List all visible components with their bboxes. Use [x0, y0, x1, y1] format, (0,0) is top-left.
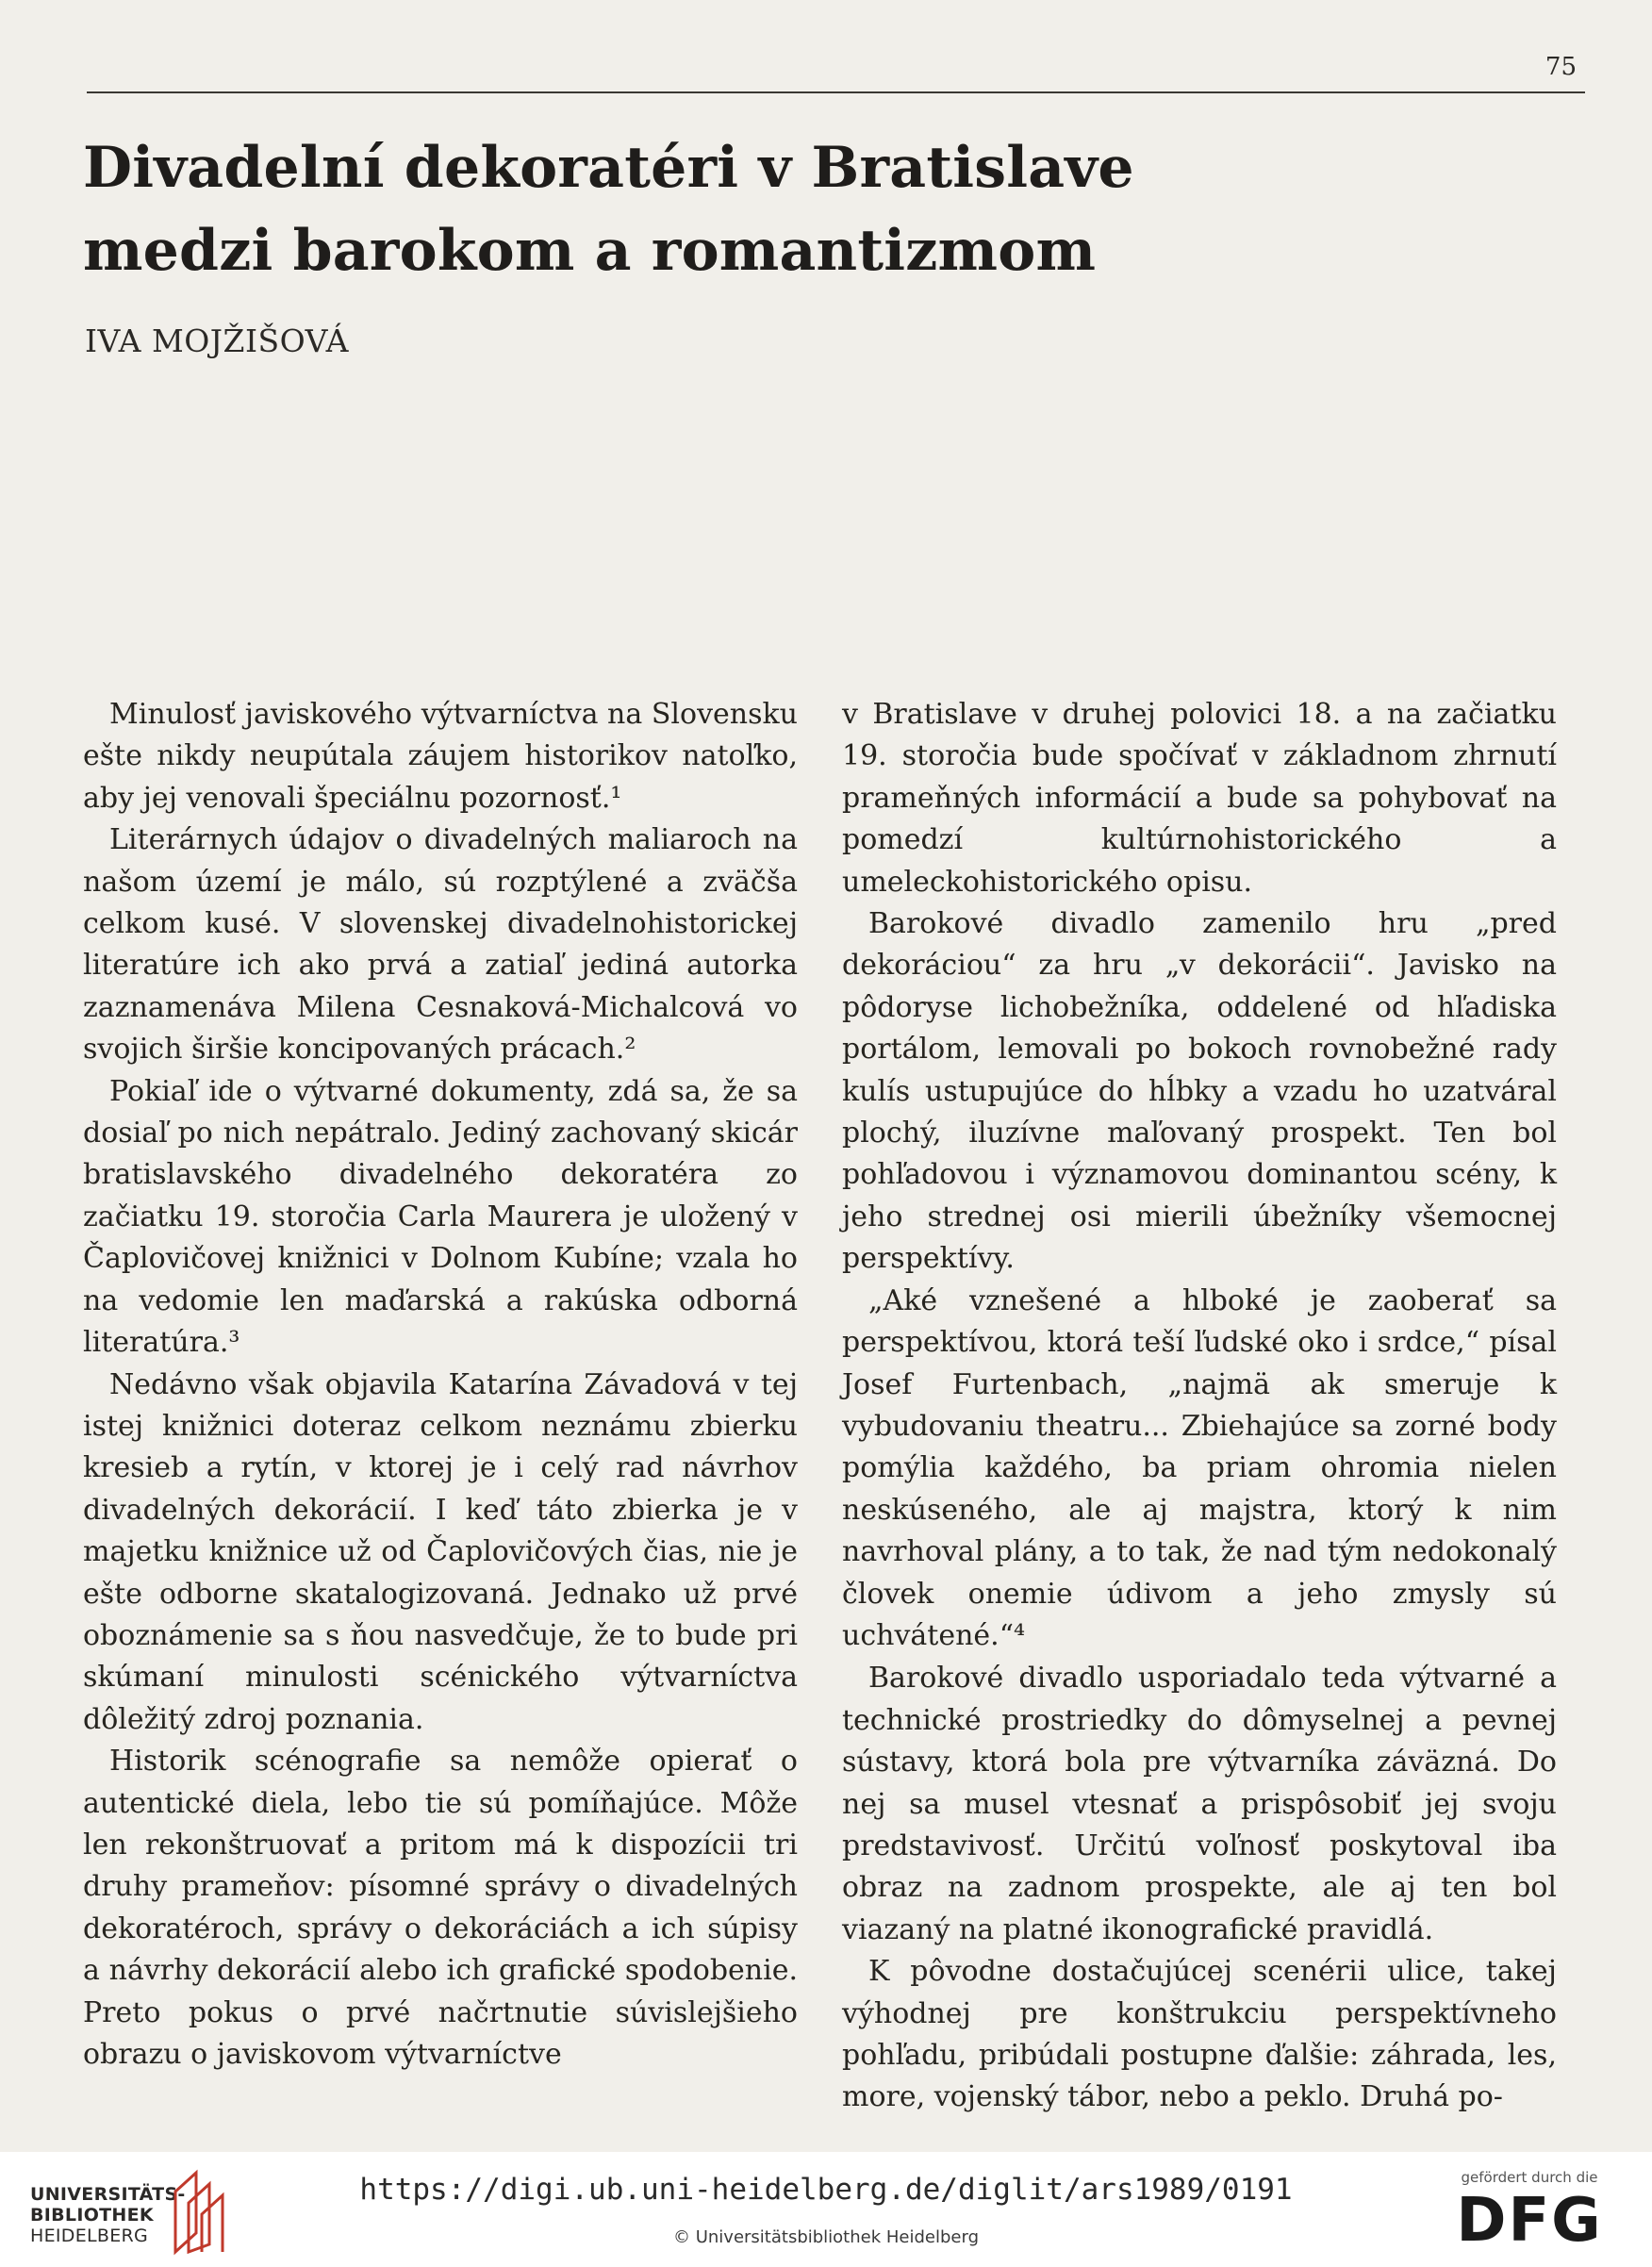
header-rule [87, 91, 1585, 93]
author-name: IVA MOJŽIŠOVÁ [85, 323, 349, 359]
paragraph: Historik scénografie sa nemôže opierať o autentické diela, lebo tie sú pomíňajúce. Môže len rekonštruovať a pritom má k dispozícii tri druhy prameňov: písomné správy o divadelných dekoratéroch, správy o dekoráciách a ich súpisy a návrhy dekorácií alebo ich grafické spodobenie. Preto pokus o prvé načrtnutie súvislejšieho obrazu o javiskovom výtvarníctve [83, 1745, 798, 2071]
paragraph: Barokové divadlo usporiadalo teda výtvarné a technické prostriedky do dômyselnej a pevnej sústavy, ktorá bola pre výtvarníka záväzná. Do nej sa musel vtesnať a prispôsobiť jej svoju predstavivosť. Určitú voľnosť poskytoval iba obraz na zadnom prospekte, ale aj ten bol viazaný na platné ikonografické pravidlá. [842, 1662, 1557, 1946]
paragraph: Barokové divadlo zamenilo hru „pred dekoráciou“ za hru „v dekorácii“. Javisko na pôdoryse lichobežníka, oddelené od hľadiska portálom, lemovali po bokoch rovnobežné rady kulís ustupujúce do hĺbky a vzadu ho uzatváral plochý, iluzívne maľovaný prospekt. Ten bol pohľadovou i významovou dominantou scény, k jeho strednej osi mierili úbežníky všemocnej perspektívy. [842, 907, 1557, 1276]
library-line-1: UNIVERSITÄTS- [30, 2184, 186, 2205]
library-line-2: BIBLIOTHEK [30, 2205, 154, 2226]
right-column [842, 694, 1557, 2119]
copyright-notice: © Universitätsbibliothek Heidelberg [672, 2227, 979, 2247]
paragraph: Literárnych údajov o divadelných maliaroch na našom území je málo, sú rozptýlené a zväčša celkom kusé. V slovenskej divadelnohistorickej literatúre ich ako prvá a zatiaľ jediná autorka zaznamenáva Milena Cesnaková-Michalcová vo svojich širšie koncipovaných prácach.² [83, 823, 798, 1067]
paragraph: Minulosť javiskového výtvarníctva na Slovensku ešte nikdy neupútala záujem historikov natoľko, aby jej venovali špeciálnu pozornosť.¹ [83, 698, 798, 815]
left-column [83, 694, 798, 2076]
paragraph: Nedávno však objavila Katarína Závadová v tej istej knižnici doteraz celkom neznámu zbierku kresieb a rytín, v ktorej je i celý rad návrhov divadelných dekorácií. I keď táto zbierka je v majetku knižnice už od Čaplovičových čias, nie je ešte odborne skatalogizovaná. Jednako už prvé oboznámenie sa s ňou nasvedčuje, že to bude pri skúmaní minulosti scénického výtvarníctva dôležitý zdroj poznania. [83, 1367, 798, 1736]
paragraph: Pokiaľ ide o výtvarné dokumenty, zdá sa, že sa dosiaľ po nich nepátralo. Jediný zachovaný skicár bratislavského divadelného dekoratéra zo začiatku 19. storočia Carla Maurera je uložený v Čaplovičovej knižnici v Dolnom Kubíne; vzala ho na vedomie len maďarská a rakúska odborná literatúra.³ [83, 1074, 798, 1360]
dfg-logo: DFG [1456, 2186, 1603, 2256]
page-number: 75 [1545, 53, 1577, 81]
funder-block [1445, 2169, 1614, 2256]
article-title [83, 126, 1554, 292]
paragraph: „Aké vznešené a hlboké je zaoberať sa perspektívou, ktorá teší ľudské oko i srdce,“ písal Josef Furtenbach, „najmä ak smeruje k vybudovaniu theatru... Zbiehajúce sa zorné body pomýlia každého, ba priam ohromia nielen neskúseného, ale aj majstra, ktorý k nim navrhoval plány, a to tak, že nad tým nedokonalý človek onemie údivom a jeho zmysly sú uchvátené.“⁴ [842, 1283, 1557, 1652]
paragraph: v Bratislave v druhej polovici 18. a na začiatku 19. storočia bude spočívať v základnom zhrnutí prameňných informácií a bude sa pohybovať na pomedzí kultúrnohistorického a umeleckohistorického opisu. [842, 698, 1557, 899]
title-line-1: Divadelní dekoratéri v Bratislave [83, 135, 1134, 201]
paragraph: K pôvodne dostačujúcej scenérii ulice, takej výhodnej pre konštrukciu perspektívneho pohľadu, pribúdali postupne ďalšie: záhrada, les, more, vojenský tábor, nebo a peklo. Druhá po- [842, 1955, 1557, 2114]
library-line-3: HEIDELBERG [30, 2226, 149, 2246]
digitization-footer [0, 2152, 1652, 2267]
funding-note: gefördert durch die [1461, 2169, 1598, 2186]
title-line-2: medzi barokom a romantizmom [83, 218, 1097, 284]
page-url-link[interactable]: https://digi.ub.uni-heidelberg.de/diglit/ars1989/0191 [359, 2173, 1293, 2207]
